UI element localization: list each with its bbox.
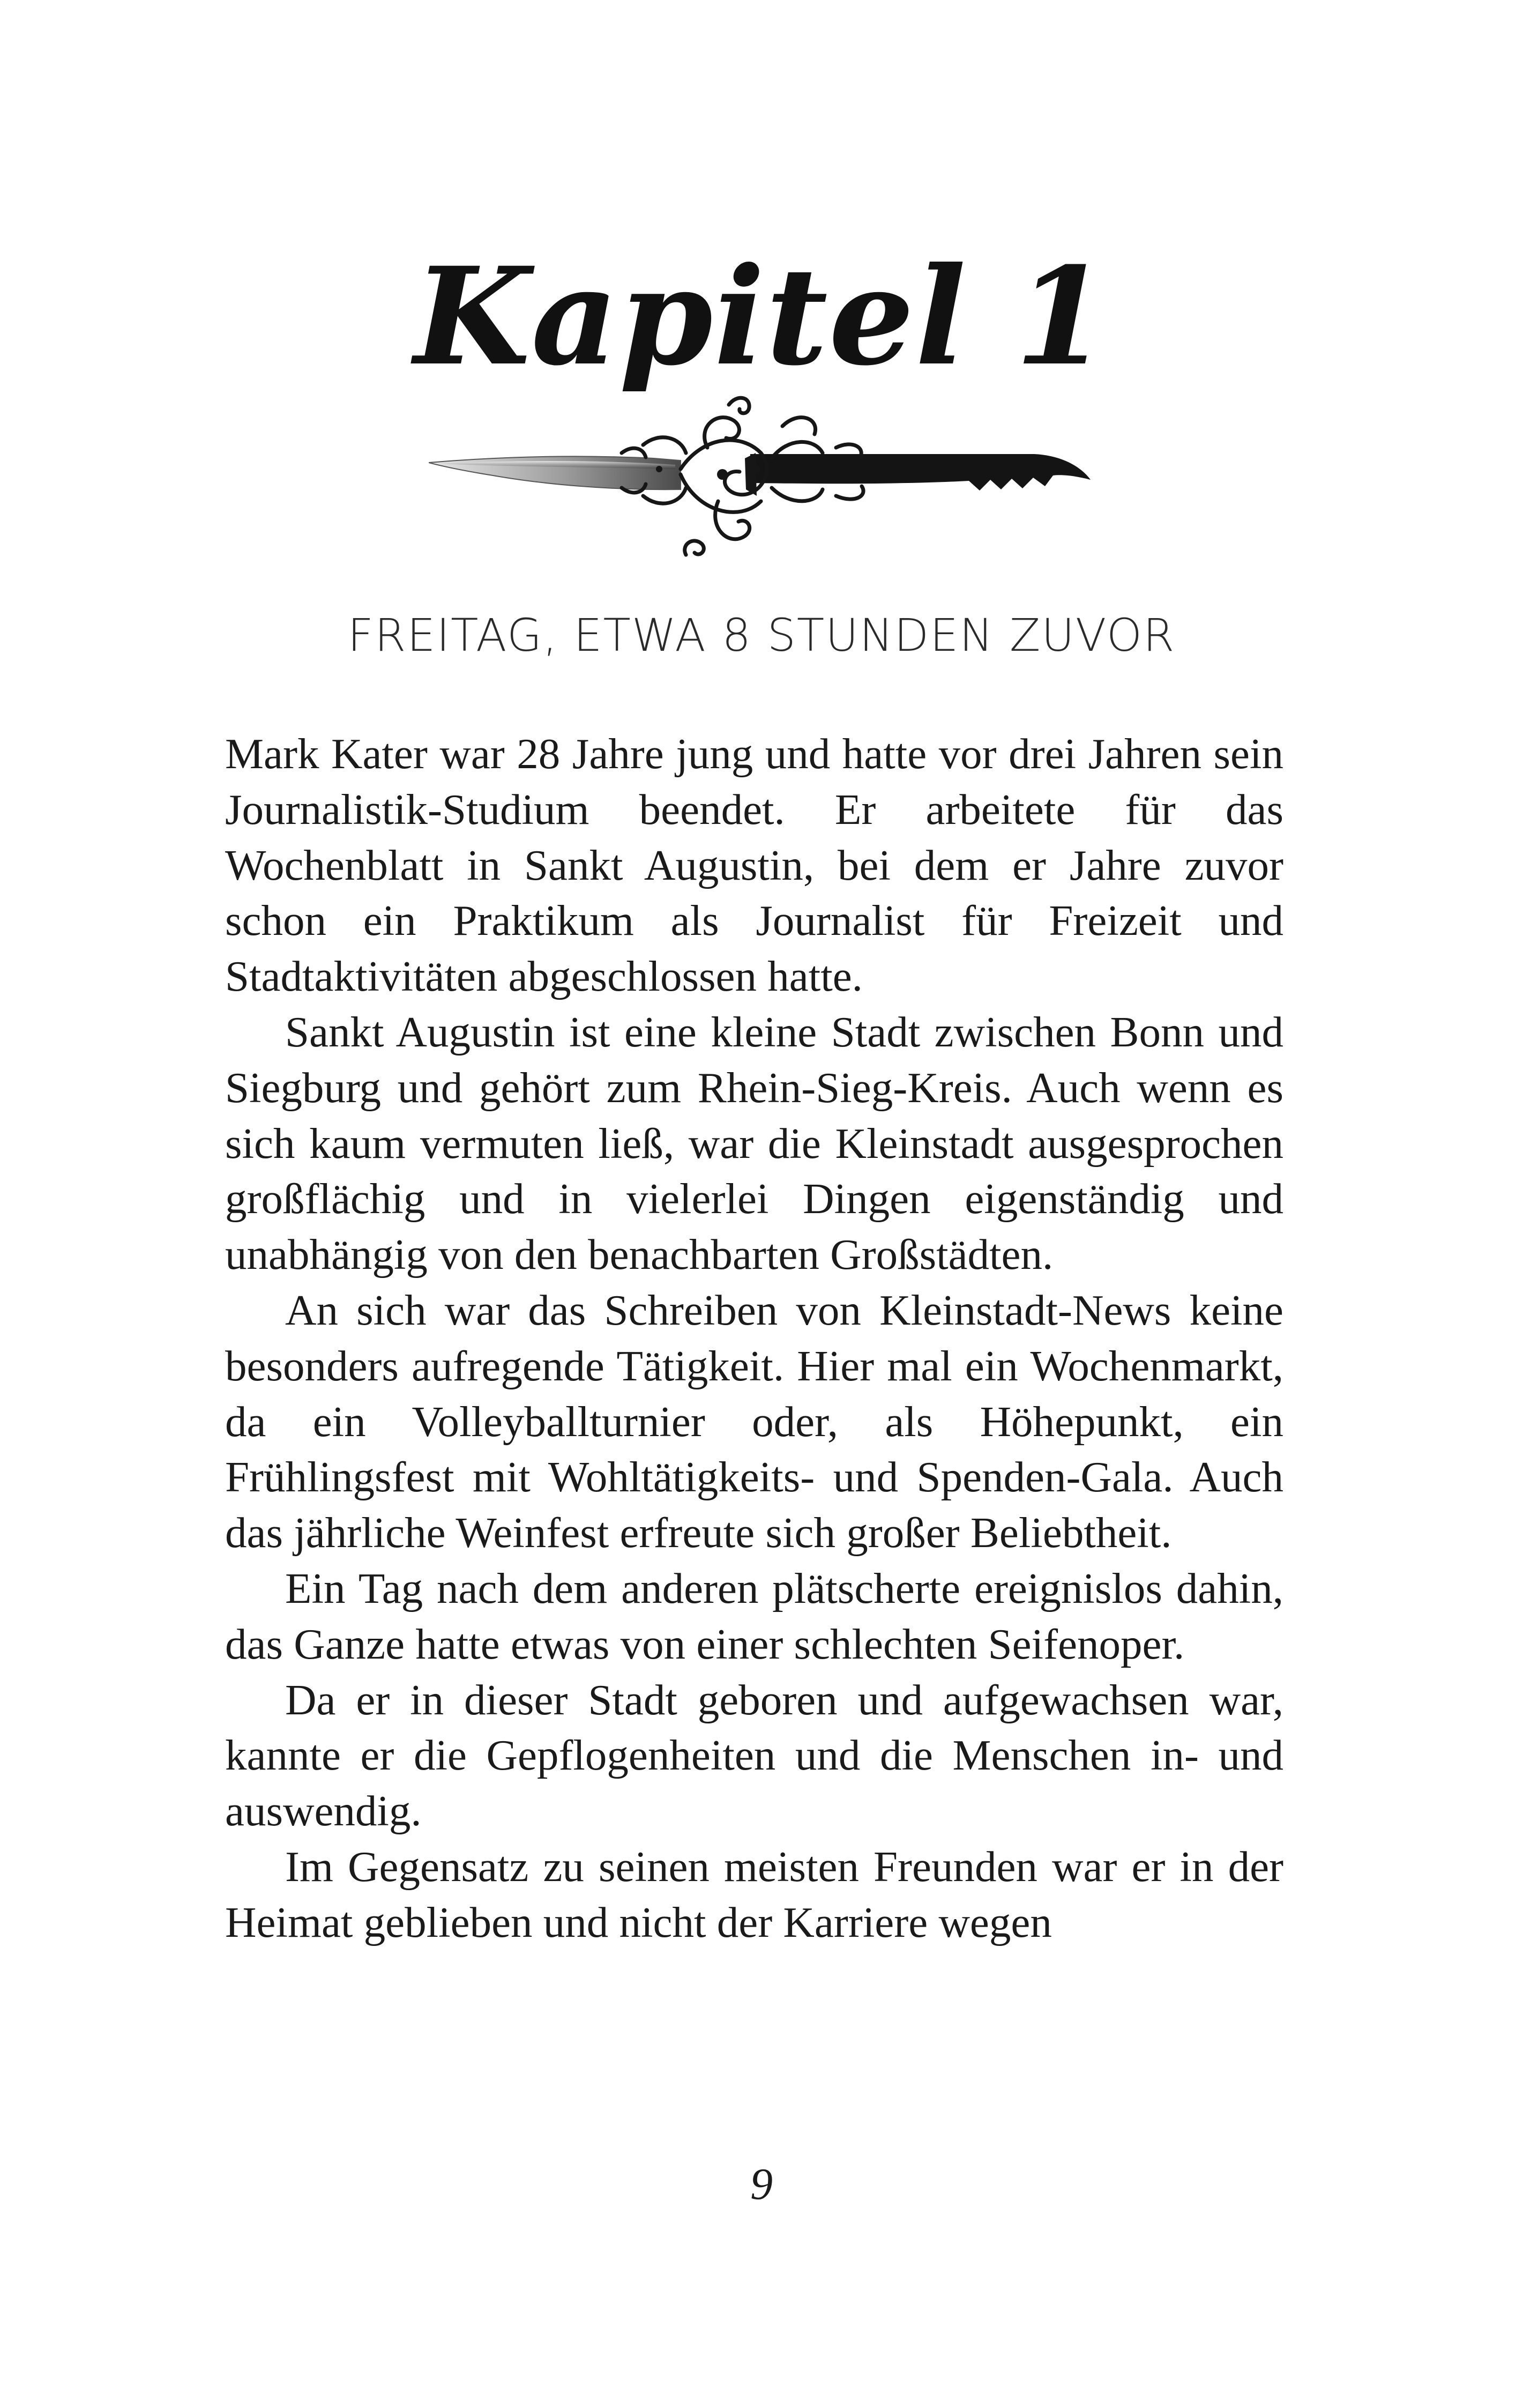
paragraph: Sankt Augustin ist eine kleine Stadt zwischen Bonn und Siegburg und gehört zum Rhein-Sieg-Kreis. Auch wenn es sich kaum vermuten ließ, war die Kleinstadt ausgesprochen großflächig und in vielerlei Dingen eigenständig und unabhängig von den benachbarten Großstädten. xyxy=(225,1007,1283,1279)
chapter-body xyxy=(225,726,1283,1951)
chapter-title: Kapitel 1 xyxy=(414,237,1109,395)
paragraph: Ein Tag nach dem anderen plätscherte ereignislos dahin, das Ganze hatte etwas von einer schlechten Seifenoper. xyxy=(225,1564,1283,1668)
paragraph: An sich war das Schreiben von Kleinstadt-News keine besonders aufregende Tätigkeit. Hier mal ein Wochenmarkt, da ein Volleyballturnier oder, als Höhepunkt, ein Frühlingsfest mit Wohltätigkeits- und Spenden-Gala. Auch das jährliche Weinfest erfreute sich großer Beliebtheit. xyxy=(225,1285,1283,1557)
paragraph: Im Gegensatz zu seinen meisten Freunden war er in der Heimat geblieben und nicht der Karriere wegen xyxy=(225,1842,1283,1946)
chapter-subtitle: FREITAG, ETWA 8 STUNDEN ZUVOR xyxy=(347,609,1176,662)
page-number: 9 xyxy=(750,2159,773,2209)
paragraph: Da er in dieser Stadt geboren und aufgewachsen war, kannte er die Gepflogenheiten und die Menschen in- und auswendig. xyxy=(225,1675,1283,1835)
paragraph: Mark Kater war 28 Jahre jung und hatte vor drei Jahren sein Journalistik-Studium beendet. Er arbeitete für das Wochenblatt in Sankt Augustin, bei dem er Jahre zuvor schon ein Praktikum als Journalist für Freizeit und Stadtaktivitäten abgeschlossen hatte. xyxy=(225,730,1283,1001)
dagger-with-flourish-icon xyxy=(429,394,1093,566)
